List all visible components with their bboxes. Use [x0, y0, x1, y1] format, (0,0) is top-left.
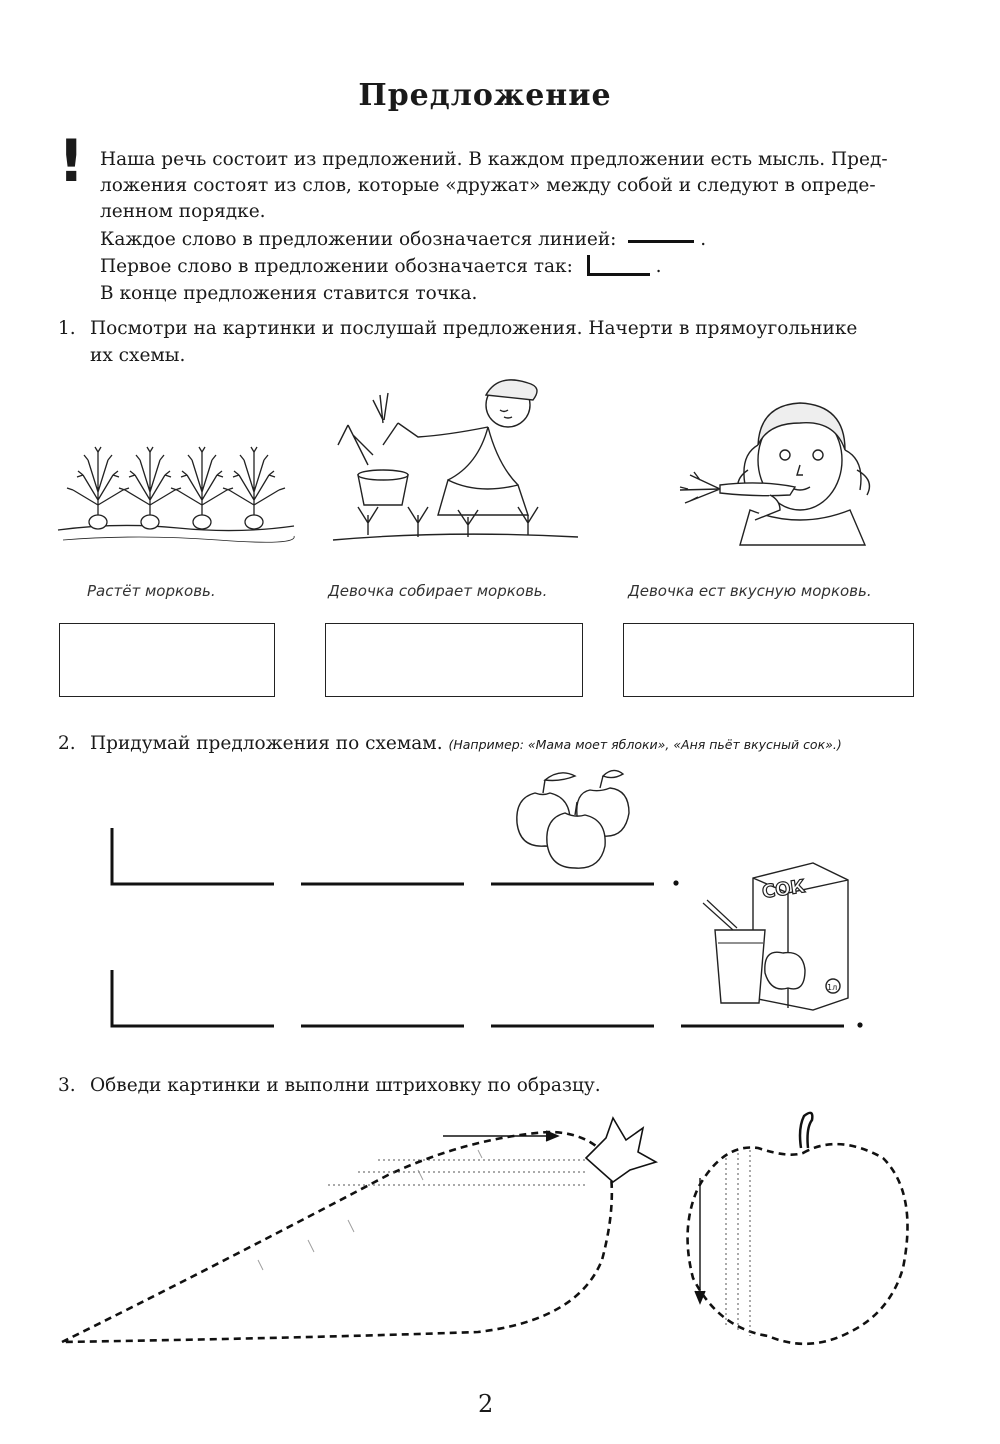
- intro-line-3: ленном порядке.: [100, 201, 266, 222]
- scheme2-first-word: [112, 970, 274, 1026]
- caption-2: Девочка собирает морковь.: [328, 582, 548, 600]
- apple-stem: [800, 1113, 812, 1148]
- task3-line: [58, 1073, 601, 1099]
- caption-3: Девочка ест вкусную морковь.: [628, 582, 872, 600]
- page-number: 2: [478, 1390, 494, 1418]
- exclamation-icon: !: [58, 127, 85, 195]
- intro-line-1: Наша речь состоит из предложений. В каждом предложении есть мысль. Пред-: [100, 149, 888, 170]
- word-line-sample: [628, 240, 694, 243]
- task2-number: 2.: [58, 733, 76, 754]
- rule-word-text: Каждое слово в предложении обозначается линией:: [100, 229, 617, 250]
- carrot-leaves: [586, 1118, 656, 1182]
- task1-line-2: их схемы.: [90, 345, 186, 366]
- period-sample: .: [700, 229, 707, 250]
- intro-line-2: ложения состоят из слов, которые «дружат» между собой и следуют в опреде-: [100, 175, 876, 196]
- girl-picking-carrots-illustration: [328, 365, 583, 555]
- apple-outline-icon[interactable]: [678, 1108, 918, 1358]
- rule-word-line: [100, 227, 706, 253]
- scheme-2: [108, 968, 868, 1030]
- juice-label: СОК: [760, 876, 807, 903]
- task1-text: Посмотри на картинки и послушай предложения. Начерти в прямоугольнике: [90, 318, 858, 339]
- task1-number: 1.: [58, 318, 76, 339]
- task2-note: (Например: «Мама моет яблоки», «Аня пьёт вкусный сок».): [448, 737, 842, 752]
- scheme-box-2[interactable]: [325, 623, 583, 697]
- task1-line-1: [58, 316, 857, 342]
- task3-text: Обведи картинки и выполни штриховку по образцу.: [90, 1075, 601, 1096]
- scheme-1: [108, 826, 688, 888]
- task3-number: 3.: [58, 1075, 76, 1096]
- task2-text: Придумай предложения по схемам.: [90, 733, 443, 754]
- first-word-sample: [587, 255, 650, 276]
- carrot-row-illustration: [58, 430, 298, 550]
- carrot-outline-icon[interactable]: [58, 1110, 658, 1350]
- juice-carton-size: 1л: [827, 983, 838, 992]
- period-sample-2: .: [655, 256, 662, 277]
- task2-line: [58, 731, 842, 758]
- caption-1: Растёт морковь.: [87, 582, 216, 600]
- rule-end: В конце предложения ставится точка.: [100, 283, 478, 304]
- scheme1-first-word: [112, 828, 274, 884]
- rule-first-word-text: Первое слово в предложении обозначается так:: [100, 256, 573, 277]
- page-title: Предложение: [358, 78, 612, 113]
- scheme2-period: [857, 1022, 862, 1027]
- scheme-box-1[interactable]: [59, 623, 275, 697]
- rule-first-word-line: [100, 254, 661, 280]
- scheme1-period: [673, 880, 678, 885]
- girl-eating-carrot-illustration: [650, 385, 885, 545]
- scheme-box-3[interactable]: [623, 623, 914, 697]
